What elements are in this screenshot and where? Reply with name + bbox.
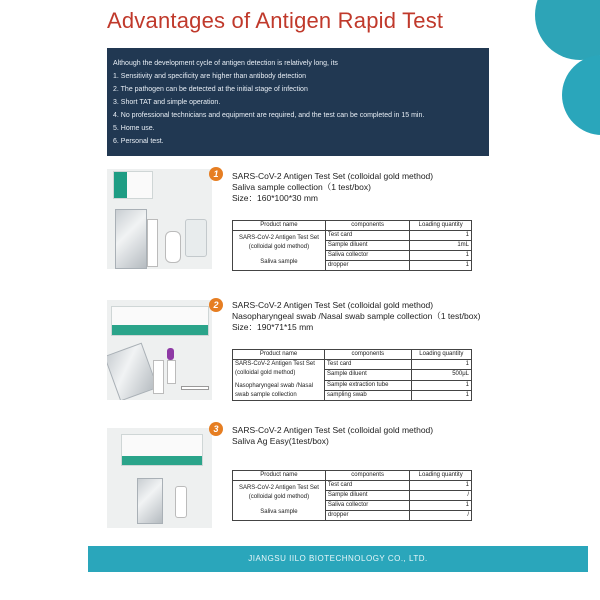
quantity-cell: 1 (410, 261, 472, 271)
product-size: Size：160*100*30 mm (232, 193, 318, 203)
component-cell: Test card (325, 231, 410, 241)
component-cell: Test card (325, 360, 412, 370)
component-cell: Sample extraction tube (325, 380, 412, 390)
product-photo-2 (107, 300, 212, 400)
header-quantity: Loading quantity (410, 471, 472, 481)
quantity-cell: / (410, 491, 472, 501)
header-components: components (325, 471, 410, 481)
product-name-line: SARS-CoV-2 Antigen Test Set (238, 485, 319, 491)
component-cell: Test card (325, 481, 410, 491)
component-cell: dropper (325, 511, 410, 521)
intro-line: Although the development cycle of antigen detection is relatively long, its (113, 60, 338, 67)
table-header-row (233, 471, 472, 481)
table-row (233, 481, 472, 491)
component-cell: Sample diluent (325, 370, 412, 380)
product-section-1 (107, 165, 497, 275)
product-name-line: Saliva sample (260, 259, 298, 265)
table-row (233, 360, 472, 370)
product-description (232, 425, 433, 447)
quantity-cell: 500μL (411, 370, 471, 380)
header-quantity: Loading quantity (410, 221, 472, 231)
table-header-row (233, 350, 472, 360)
quantity-cell: 1 (410, 481, 472, 491)
product-name-line: Saliva sample (260, 509, 298, 515)
product-number-badge: 3 (209, 422, 223, 436)
product-spec-table-3 (232, 470, 472, 521)
product-description (232, 171, 433, 204)
company-footer: JIANGSU IILO BIOTECHNOLOGY CO., LTD. (88, 546, 588, 572)
product-name-cell (233, 360, 325, 401)
product-description (232, 300, 481, 333)
product-number-badge: 2 (209, 298, 223, 312)
product-name-cell (233, 481, 326, 521)
page-title: Advantages of Antigen Rapid Test (107, 8, 444, 33)
product-subtitle: Saliva Ag Easy(1test/box) (232, 436, 329, 446)
quantity-cell: 1 (410, 231, 472, 241)
quantity-cell: 1 (411, 390, 471, 400)
intro-line: 1. Sensitivity and specificity are higher than antibody detection (113, 73, 307, 80)
table-header-row (233, 221, 472, 231)
product-section-3 (107, 420, 497, 535)
component-cell: Sample diluent (325, 241, 410, 251)
product-section-2 (107, 295, 497, 410)
product-title: SARS-CoV-2 Antigen Test Set (colloidal gold method) (232, 171, 434, 181)
header-components: components (325, 350, 412, 360)
header-product-name: Product name (233, 221, 326, 231)
component-cell: sampling swab (325, 390, 412, 400)
header-product-name: Product name (233, 350, 325, 360)
product-name-line: (colloidal gold method) (235, 370, 296, 376)
component-cell: Saliva collector (325, 501, 410, 511)
intro-line: 4. No professional technicians and equipment are required, and the test can be completed in 15 min. (113, 112, 425, 119)
component-cell: dropper (325, 261, 410, 271)
product-name-line: (colloidal gold method) (248, 244, 310, 250)
product-spec-table-1 (232, 220, 472, 271)
product-name-line: (colloidal gold method) (248, 494, 310, 500)
header-product-name: Product name (233, 471, 326, 481)
quantity-cell: 1 (410, 501, 472, 511)
quantity-cell: 1 (410, 251, 472, 261)
intro-line: 6. Personal test. (113, 138, 164, 145)
decorative-circle-right (562, 55, 600, 135)
product-name-line: swab sample collection (235, 392, 297, 398)
intro-line: 2. The pathogen can be detected at the initial stage of infection (113, 86, 308, 93)
product-photo-1 (107, 169, 212, 269)
quantity-cell: 1 (411, 360, 471, 370)
intro-line: 3. Short TAT and simple operation. (113, 99, 221, 106)
intro-panel (107, 48, 489, 156)
product-name-line: SARS-CoV-2 Antigen Test Set (235, 361, 315, 367)
product-size: Size：190*71*15 mm (232, 322, 314, 332)
product-name-line: Nasopharyngeal swab /Nasal (235, 383, 314, 389)
product-subtitle: Nasopharyngeal swab /Nasal swab sample collection（1 test/box) (232, 311, 481, 321)
product-photo-3 (107, 428, 212, 528)
product-name-cell (233, 231, 326, 271)
component-cell: Saliva collector (325, 251, 410, 261)
header-components: components (325, 221, 410, 231)
product-number-badge: 1 (209, 167, 223, 181)
table-row (233, 231, 472, 241)
quantity-cell: / (410, 511, 472, 521)
quantity-cell: 1mL (410, 241, 472, 251)
quantity-cell: 1 (411, 380, 471, 390)
component-cell: Sample diluent (325, 491, 410, 501)
header-quantity: Loading quantity (411, 350, 471, 360)
product-name-line: SARS-CoV-2 Antigen Test Set (238, 235, 319, 241)
intro-line: 5. Home use. (113, 125, 155, 132)
product-title: SARS-CoV-2 Antigen Test Set (colloidal gold method) (232, 300, 434, 310)
decorative-circle-top (535, 0, 600, 60)
product-title: SARS-CoV-2 Antigen Test Set (colloidal gold method) (232, 425, 434, 435)
product-subtitle: Saliva sample collection（1 test/box) (232, 182, 371, 192)
product-spec-table-2 (232, 349, 472, 401)
